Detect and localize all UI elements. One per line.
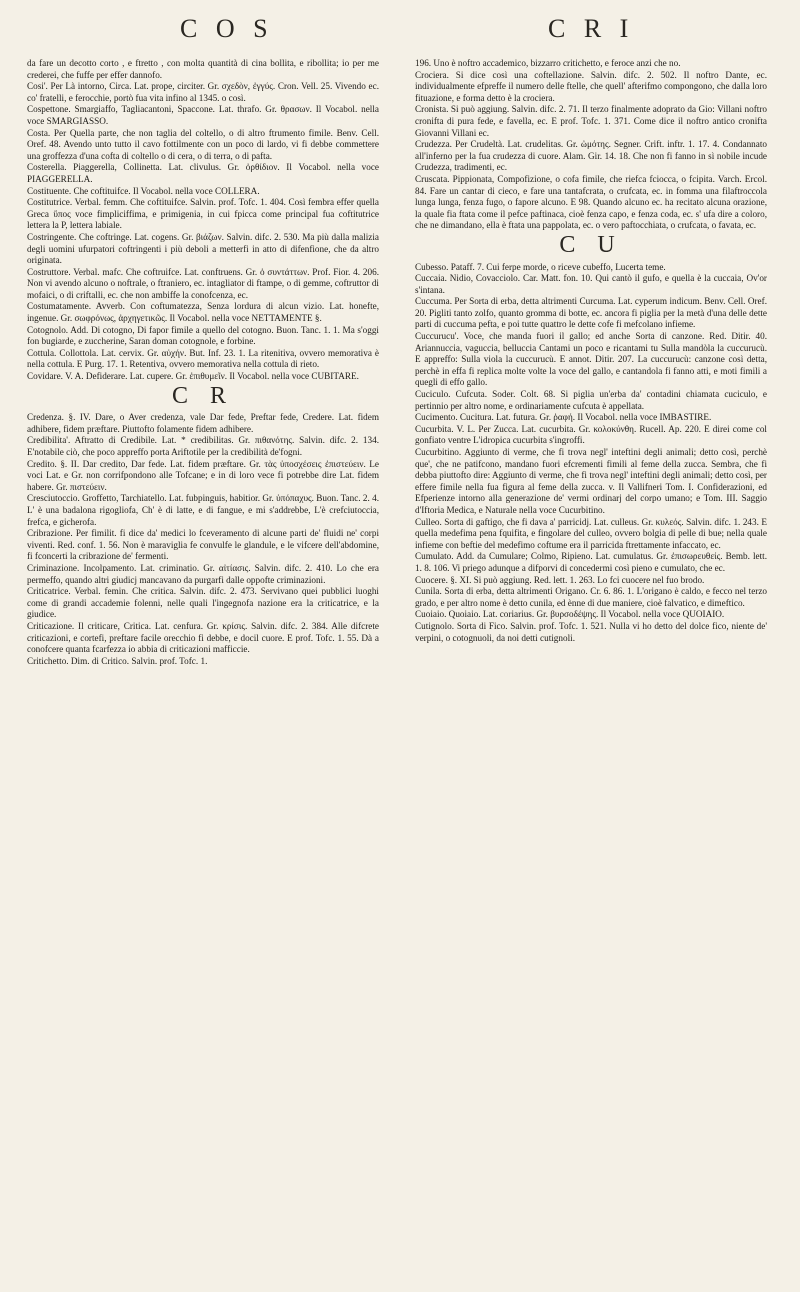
dictionary-entry: Cutignolo. Sorta di Fico. Salvin. prof. Tofc. 1. 521. Nulla vi ho detto del dolce fico, niente de' verpini, o cotognuoli, da noi detti cutignoli. (415, 620, 767, 643)
dictionary-entry: Cotognolo. Add. Di cotogno, Di fapor fimile a quello del cotogno. Buon. Tanc. 1. 1. Ma s'oggi fon bugiarde, e zuccherine, Saran doman cotognole, e forbine. (27, 324, 379, 347)
dictionary-entry: Costitutrice. Verbal. femm. Che coftituifce. Salvin. prof. Tofc. 1. 404. Così fembra effer quella Greca ὕπος voce fimpliciffima, e primigenia, in cui fpicca come principal fua coftitutrice lettera la P, lettera labiale. (27, 197, 379, 231)
dictionary-entry: Costringente. Che coftringe. Lat. cogens. Gr. βιάζων. Salvin. difc. 2. 530. Ma più dalla malizia degli uomini ufurpatori coftringenti i più deboli a metterfi in atto di difenfione, che da altro originata. (27, 231, 379, 266)
dictionary-entry: Cuciculo. Cufcuta. Soder. Colt. 68. Si piglia un'erba da' contadini chiamata cuciculo, e pertinnio per altro nome, e ordinariamente cufcuta è appellata. (415, 389, 767, 411)
dictionary-entry: Cuocere. §. XI. Si può aggiung. Red. lett. 1. 263. Lo fci cuocere nel fuo brodo. (415, 574, 705, 585)
dictionary-entry: Culleo. Sorta di gaftigo, che fi dava a' parricidj. Lat. culleus. Gr. κυλεός. Salvin. difc. 1. 243. E quella medefima pena fquifita, e fingolare del culleo, ovvero bolgia di pelle di bue; nella quale infieme con beftie del medefimo coftume era il parricida ftrettamente infaccato, ec. (415, 516, 767, 550)
dictionary-entry: Criminazione. Incolpamento. Lat. criminatio. Gr. αἰτίασις. Salvin. difc. 2. 410. Lo che era permeffo, quando altri giudicj mancavano da purgarfi dalle oppofte criminazioni. (27, 562, 379, 585)
dictionary-entry: Cribrazione. Per fimilit. fi dice da' medici lo fceveramento di alcune parti de' fluidi ne' corpi viventi. Red. conf. 1. 56. Non è maraviglia fe convulfe le glandule, e le vifcere dell'abdomine, fi fconcerti la cribrazione de' fermenti. (27, 528, 379, 562)
left-entries (27, 58, 379, 383)
dictionary-entry: da fare un decotto corto , e ftretto , con molta quantità di cina bollita, e ribollita; io per me crederei, che fuffe per effer dannofo. (27, 58, 379, 80)
dictionary-entry: Crudezza. Per Crudeltà. Lat. crudelitas. Gr. ὠμότης. Segner. Crift. inftr. 1. 17. 4. Condannato all'inferno per la fua crudezza di cuore. Alam. Gir. 14. 18. Che non fi fanno in sì nobile incude Crudezza, tradimenti, ec. (415, 139, 767, 173)
right-entries (415, 58, 767, 232)
dictionary-entry: Cottula. Collottola. Lat. cervix. Gr. αὐχήν. But. Inf. 23. 1. La ritenitiva, ovvero memorativa è nella cottula. E Purg. 17. 1. Retentiva, ovvero memorativa nella cottula di rieto. (27, 347, 379, 370)
dictionary-entry: Cubesso. Pataff. 7. Cui ferpe morde, o riceve cubeffo, Lucerta teme. (415, 261, 666, 272)
column-divider (398, 60, 399, 1260)
dictionary-entry: Credibilita'. Aftratto di Credibile. Lat. * credibilitas. Gr. πιθανότης. Salvin. difc. 2. 134. E'notabile ciò, che poco appreffo porta Ariftotile per la credibilità de'fogni. (27, 435, 379, 457)
dictionary-entry: Criticazione. Il criticare, Critica. Lat. cenfura. Gr. κρίσις. Salvin. difc. 2. 384. Alle difcrete criticazioni, e cortefi, preftare facile orecchio fi debbe, e docil cuore. E prof. Tofc. 1. 55. Dà a conofcere quanta fcarfezza io abbia di criticazioni mafficcie. (27, 620, 379, 655)
dictionary-entry: Costruttore. Verbal. mafc. Che coftruifce. Lat. conftruens. Gr. ὁ συντάττων. Prof. Fior. 4. 206. Non vi avendo alcuno o noftrale, o ftraniero, ec. intagliator di ftampe, o di gemme, coftruttor di mofaici, o di criftalli, ec. che non ambiffe la conofcenza, ec. (27, 266, 379, 300)
dictionary-entry: Cucurbitino. Aggiunto di verme, che fi trova negl' inteftini degli animali; detto così, perchè que', che ne patifcono, mandano fuori efcrementi fimili al feme della zucca. Sembra, che fi debba piuttofto dire: Aggiunto di verme, che fi trova negl' inteftini degli animali; detto così, per effere fimile nella fua figura al feme della zucca. v. Il Vallifneri Tom. I. Confiderazioni, ed Efperienze intorno alla generazione de' vermi ordinarj del corpo umano; e Tom. III. Saggio d'Iftoria Medica, e Naturale nella voce Cucurbitino. (415, 447, 767, 515)
running-head-right: C R I (548, 14, 635, 43)
dictionary-entry: Cunila. Sorta di erba, detta altrimenti Origano. Cr. 6. 86. 1. L'origano è caldo, e fecco nel terzo grado, e per altro nome è detto cunila, ed ènne di due maniere, cioè falvatico, e dimeftico. (415, 586, 767, 608)
right-entries-cu (415, 262, 767, 645)
dictionary-entry: Costumatamente. Avverb. Con coftumatezza, Senza lordura di alcun vizio. Lat. honefte, ingenue. Gr. σωφρόνως, ἀρχηγετικῶς. Il Vocabol. nella voce NETTAMENTE §. (27, 301, 379, 324)
letter-head-cu: C U (559, 231, 623, 258)
left-column (27, 58, 379, 1278)
dictionary-entry: Credito. §. II. Dar credito, Dar fede. Lat. fidem præftare. Gr. τὰς ὑποσχέσεις ἐπιστεύειν. Le voci Lat. e Gr. non corrifpondono alle Tofcane; e in di loro vece fi potrebbe dire Lat. fidem habere. Gr. πιστεύειν. (27, 458, 379, 492)
right-column (415, 58, 767, 1278)
dictionary-entry: Covidare. V. A. Defiderare. Lat. cupere. Gr. ἐπιθυμεῖν. Il Vocabol. nella voce CUBITARE. (27, 371, 359, 382)
dictionary-entry: Costa. Per Quella parte, che non taglia del coltello, o di altro ftrumento fimile. Benv. Cell. Oref. 48. Avendo unto tutto il cavo fottilmente con un poco di lardo, vi fi debbe commettere una groffezza d'una cofta di coltello o di cera, o di terra, o di pafta. (27, 127, 379, 161)
dictionary-entry: Criticatrice. Verbal. femin. Che critica. Salvin. difc. 2. 473. Servivano quei pubblici luoghi come di grandi accademie folenni, nelle quali l'ingegnofa nazione era la criticatrice, e la giudice. (27, 586, 379, 620)
dictionary-entry: Cronista. Si può aggiung. Salvin. difc. 2. 71. Il terzo finalmente adoprato da Gio: Villani noftro cronifta di pura fede, e favella, ec. E prof. Tofc. 1. 371. Come dice il noftro antico cronifta Giovanni Villani ec. (415, 104, 767, 138)
dictionary-entry: Cucimento. Cucitura. Lat. futura. Gr. ῥαφή. Il Vocabol. nella voce IMBASTIRE. (415, 412, 712, 423)
dictionary-entry: Cucurbita. V. L. Per Zucca. Lat. cucurbita. Gr. κολοκύνθη. Rucell. Ap. 220. E direi come col gonfiato ventre L'idropica cucurbita s'ingroffi. (415, 423, 767, 446)
dictionary-entry: Cospettone. Smargiaffo, Tagliacantoni, Spaccone. Lat. thrafo. Gr. θρασων. Il Vocabol. nella voce SMARGIASSO. (27, 104, 379, 126)
dictionary-entry: Cresciutoccio. Groffetto, Tarchiatello. Lat. fubpinguis, habitior. Gr. ὑπόπαχυς. Buon. Tanc. 2. 4. L' è una badalona rigogliofa, Ch' è di latte, e di fangue, e mi s'addrebbe, L'è crefciutoccia, frefca, e gicherofa. (27, 493, 379, 527)
dictionary-entry: Cruscata. Pippionata, Compofizione, o cofa fimile, che riefca fciocca, o fcipita. Varch. Ercol. 84. Fare un cantar di cieco, e fare una tantafcrata, o crufcata, ec. in fomma una filaftroccola lunga lunga, fenza fugo, o fapore alcuno. E 98. Quando alcuno ec. ha recitato alcuna orazione, la quale fia ftata come il pefce paftinaca, cioè fenza capo, e fenza coda, ec. s' ufa dire a coloro, che ne dimandano, ella è ftata una pappolata, ec. o vero paftocchiata, o crufcata, o favata, ec. (415, 173, 767, 231)
left-entries-cr (27, 412, 379, 667)
dictionary-entry: Cuccuma. Per Sorta di erba, detta altrimenti Curcuma. Lat. cyperum indicum. Benv. Cell. Oref. 20. Pigliti tanto zolfo, quanto gromma di botte, ec. ancora fi piglia per la metà d'una delle dette parti di cuccuma pefta, e poi tutte quattro le dette cofe fi mefcolano infieme. (415, 296, 767, 330)
dictionary-entry: Crociera. Si dice così una coftellazione. Salvin. difc. 2. 502. Il noftro Dante, ec. individualmente efpreffe il numero delle ftelle, che quell' afterifmo compongono, che dalla loro fituazione, e forma detto è la crociera. (415, 69, 767, 103)
dictionary-entry: Cuccaia. Nidio, Covacciolo. Car. Matt. fon. 10. Qui cantò il gufo, e quella è la cuccaia, Ov'or s'intana. (415, 273, 767, 295)
dictionary-entry: Costerella. Piaggerella, Collinetta. Lat. clivulus. Gr. ὀρθίδιον. Il Vocabol. nella voce PIAGGERELLA. (27, 162, 379, 184)
dictionary-entry: 196. Uno è noftro accademico, bizzarro critichetto, e feroce anzi che no. (415, 58, 681, 68)
dictionary-entry: Cosi'. Per Là intorno, Circa. Lat. prope, circiter. Gr. σχεδὸν, ἐγγύς. Cron. Vell. 25. Vivendo ec. co' fratelli, e ferocchie, portò fua vita infino al 1345. o così. (27, 81, 379, 103)
dictionary-entry: Cuccurucu'. Voce, che manda fuori il gallo; ed anche Sorta di canzone. Red. Ditir. 40. Ariannuccia, vaguccia, belluccia Cantami un poco e ricantami tu Sulla mandòla la cuccurucù. E appreffo: Sulla viola la cuccurucù. E annot. Ditir. 207. La cuccurucù: canzone così detta, perchè in effa fi replica molte volte la voce del gallo, e cantandola fi fanno atti, e moti fimili a quegli di effo gallo. (415, 331, 767, 388)
letter-head-cr: C R (171, 382, 234, 409)
dictionary-entry: Cumulato. Add. da Cumulare; Colmo, Ripieno. Lat. cumulatus. Gr. ἐπισωρευθείς. Bemb. lett. 1. 8. 106. Vi priego adunque a difporvi di concedermi così pieno e cumulato, che ec. (415, 551, 767, 573)
running-head-left: C O S (180, 14, 274, 43)
dictionary-entry: Critichetto. Dim. di Critico. Salvin. prof. Tofc. 1. (27, 655, 208, 666)
dictionary-entry: Costituente. Che coftituifce. Il Vocabol. nella voce COLLERA. (27, 185, 260, 196)
dictionary-entry: Cuoiaio. Quoiaio. Lat. coriarius. Gr. βυρσοδέψης. Il Vocabol. nella voce QUOIAIO. (415, 609, 725, 620)
running-head (0, 14, 800, 44)
dictionary-entry: Credenza. §. IV. Dare, o Aver credenza, vale Dar fede, Preftar fede, Credere. Lat. fidem adhibere, fidem præftare. Piuttofto folamente fidem adhibere. (27, 412, 379, 434)
